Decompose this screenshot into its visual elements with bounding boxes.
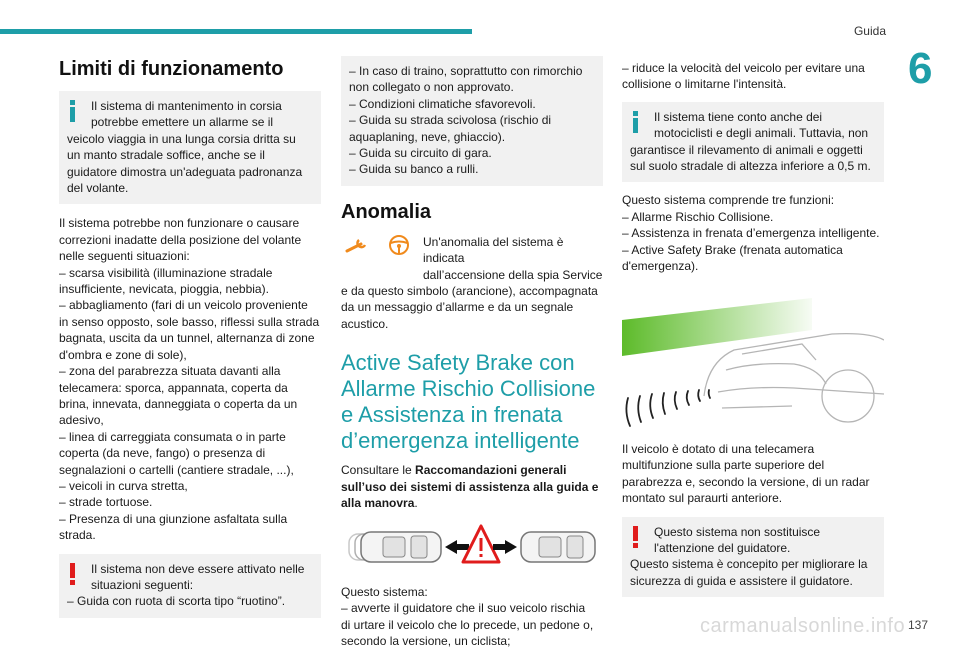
arrow-left-icon [445,540,469,554]
warning-line: situazioni seguenti: [91,577,194,592]
info-line: sul suolo stradale di altezza inferiore a 0,5 m. [630,159,871,174]
text-line: strada. [59,528,96,543]
page-number: 137 [908,618,929,632]
front-car-icon [521,532,595,562]
info-icon [69,100,75,122]
text-fragment: Consultare le [341,463,416,478]
title-line: d’emergenza intelligente [341,428,580,454]
watermark: carmanualsonline.info [700,615,906,637]
text-line: aquaplaning, neve, ghiaccio). [349,129,506,144]
info-line: motociclisti e degli animali. Tuttavia, non [654,126,869,141]
steering-wheel-icon [390,236,408,254]
warning-line: – Guida con ruota di scorta tipo “ruotino”. [67,594,286,609]
text-line: coperta (da neve, fango) o presenza di [59,446,266,461]
consult-paragraph [341,462,603,511]
warning-line: l'attenzione del guidatore. [654,540,791,555]
rear-car-icon [349,532,441,562]
wrench-icon [347,240,365,251]
text-line: – Presenza di una giunzione asfaltata sulla [59,511,288,526]
info-line: garantisce il rilevamento di animali e oggetti [630,142,863,157]
info-box-lane [59,91,321,204]
text-line: d'emergenza). [622,259,699,274]
info-line: Il sistema tiene conto anche dei [654,109,823,124]
text-line: Il sistema potrebbe non funzionare o causare [59,216,300,231]
text-line: collisione o limitarne l'intensità. [622,77,787,92]
section-title-limits: Limiti di funzionamento [59,58,284,80]
text-line: – abbagliamento (fari di un veicolo proveniente [59,298,308,313]
info-box-detection [622,102,884,183]
title-line: Allarme Rischio Collisione [341,376,596,402]
text-line: – Condizioni climatiche sfavorevoli. [349,96,536,111]
text-line: di urtare il veicolo che lo precede, un pedone o, [341,617,594,632]
text-line: – riduce la velocità del veicolo per evitare una [622,61,865,75]
warning-line: sicurezza di guida e assistere il guidatore. [630,573,853,588]
warning-line: Questo sistema è concepito per migliorare la [630,557,868,572]
info-icon [632,111,638,133]
text-line: adesivo, [59,413,104,428]
text-line: – scarsa visibilità (illuminazione stradale [59,265,273,280]
text-line: Questo sistema: [341,584,428,599]
arrow-right-icon [493,540,517,554]
column-3 [622,56,884,597]
section-header: Guida [853,24,886,38]
column-1 [59,56,321,618]
text-line: Il veicolo è dotato di una telecamera [622,441,815,456]
warning-line: Questo sistema non sostituisce [654,524,821,539]
text-line: insufficiente, nevicata, pioggia, nebbia). [59,282,269,297]
text-line: – Guida su circuito di gara. [349,146,492,161]
top-accent-bar [0,29,472,34]
collision-illustration [341,522,603,572]
text-line: – zona del parabrezza situata davanti alla [59,364,281,379]
text-line: segnalazioni o cartelli (cantiere stradale, ...), [59,462,294,477]
chapter-number: 6 [908,44,933,93]
text-line: – Guida su banco a rulli. [349,162,479,177]
text-line: – avverte il guidatore che il suo veicolo rischia [341,601,586,616]
text-line: acustico. [341,316,389,331]
text-line: e da questo simbolo (arancione), accompagnata [341,284,598,299]
text-line: correzioni inadatte della posizione del volante [59,232,302,247]
radar-waves-icon [626,390,710,426]
car-front-icon [704,334,884,422]
text-line: – Active Safety Brake (frenata automatica [622,242,843,257]
bold-fragment: alla manovra [341,496,415,511]
text-line: nelle seguenti situazioni: [59,249,190,264]
anomaly-warning-icons [343,234,413,256]
text-line: brina, innevata, danneggiata o coperta da un [59,396,298,411]
text-line: Un'anomalia del sistema è indicata [423,234,564,266]
info-line: un manto stradale soffice, anche se il [67,148,265,163]
functions-paragraph [622,192,884,274]
text-line: dall’accensione della spia Service [423,267,603,282]
warning-line: Il sistema non deve essere attivato nelle [91,561,305,576]
title-line: e Assistenza in frenata [341,402,563,428]
column-2 [341,56,603,650]
warning-box-attention [622,517,884,598]
text-line: non collegato o non approvato. [349,80,514,95]
text-line: – Assistenza in frenata d’emergenza intelligente. [622,226,880,241]
text-line: d'ombra e zone di sole), [59,347,187,362]
car-radar-illustration [622,288,884,428]
text-line: – Guida su strada scivolosa (rischio di [349,113,552,128]
info-line: guidatore dimostra un'adeguata padronanza [67,164,303,179]
limits-paragraph [59,215,321,543]
bold-fragment: Raccomandazioni generali [415,463,567,478]
text-line: – strade tortuose. [59,495,153,510]
info-line: potrebbe emettere un allarme se il [91,115,274,130]
camera-paragraph [622,441,884,507]
section-title-anomaly: Anomalia [341,200,432,223]
anomaly-block [341,234,603,332]
conditions-box [341,56,603,186]
text-line: montato sul paraurti anteriore. [622,491,783,506]
text-line: – linea di carreggiata consumata o in parte [59,429,286,444]
warning-icon [633,526,639,548]
info-line: del volante. [67,181,129,196]
text-line: bagnata, uscita da un tunnel, alternanza di zone [59,331,315,346]
text-line: in senso opposto, sole basso, riflessi sulla strada [59,314,320,329]
text-line: secondo la versione, un ciclista; [341,634,511,649]
text-line: – In caso di traino, soprattutto con rimorchio [349,64,583,78]
title-line: Active Safety Brake con [341,350,575,376]
text-line: telecamera: sporca, appannata, coperta da [59,380,288,395]
text-line: multifunzione sulla parte superiore del [622,458,825,473]
text-line: – Allarme Rischio Collisione. [622,209,774,224]
section-title-active-safety-brake [341,350,603,454]
reduce-speed-paragraph [622,60,884,93]
warning-icon [70,563,76,585]
text-line: Questo sistema comprende tre funzioni: [622,193,835,208]
text-line: – veicoli in curva stretta, [59,478,188,493]
warning-box-activation [59,554,321,618]
bold-fragment: sull’uso dei sistemi di assistenza alla guida e [341,479,599,494]
info-line: veicolo viaggia in una lunga corsia dritta su [67,131,296,146]
text-fragment: . [414,496,418,511]
text-line: parabrezza e, secondo la versione, di un radar [622,474,870,489]
text-line: da un messaggio d’allarme e da un segnale [341,300,574,315]
info-line: Il sistema di mantenimento in corsia [91,99,282,113]
